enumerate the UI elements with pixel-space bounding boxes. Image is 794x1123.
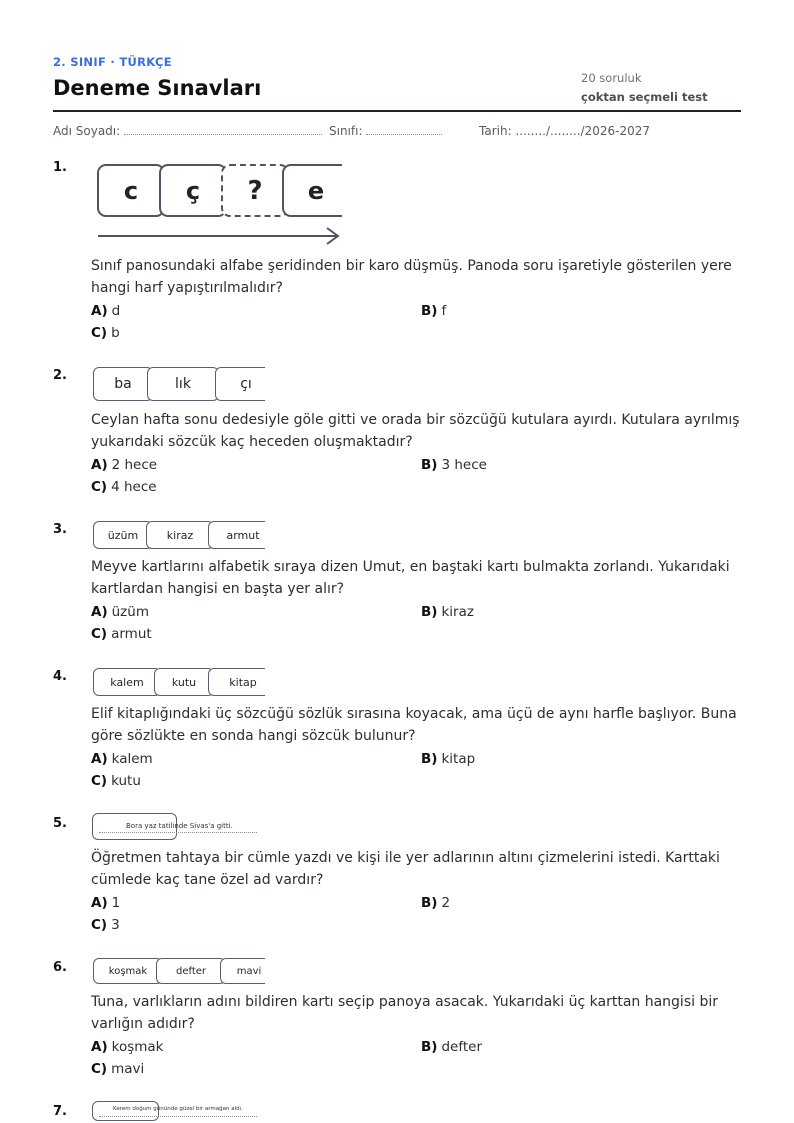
option-letter: C) (91, 626, 108, 642)
question-number: 7. (53, 1104, 67, 1119)
option-text: 3 (111, 917, 120, 933)
option-text: f (441, 303, 447, 319)
question-number: 6. (53, 960, 67, 975)
option-a[interactable] (91, 604, 149, 620)
question-text: Ceylan hafta sonu dedesiyle göle gitti ve orada bir sözcüğü kutulara ayırdı. Kutulara ayrılmış yukarıdaki sözcük kaç heceden oluşmaktadır? (91, 412, 740, 450)
word-card: kalem (93, 668, 161, 696)
option-letter: C) (91, 325, 108, 341)
subject-label: 2. SINIF · TÜRKÇE (53, 55, 172, 69)
question-number: 5. (53, 816, 67, 831)
option-text: b (111, 325, 120, 341)
strip-crop (342, 160, 354, 222)
sentence-underline (99, 832, 257, 833)
option-text: 1 (111, 895, 121, 911)
option-c[interactable] (91, 917, 120, 933)
missing-letter-tile: ? (221, 164, 289, 217)
option-text: kiraz (441, 604, 474, 620)
word-card: koşmak (93, 958, 163, 984)
option-a[interactable] (91, 895, 120, 911)
header-divider (53, 110, 741, 112)
word-card: kiraz (146, 521, 214, 549)
word-card: kutu (154, 668, 214, 696)
word-card: defter (156, 958, 226, 984)
option-a[interactable] (91, 303, 120, 319)
option-letter: A) (91, 751, 108, 767)
option-b[interactable] (421, 303, 446, 319)
letter-tile: c (97, 164, 165, 217)
option-text: kalem (111, 751, 153, 767)
option-text: defter (441, 1039, 483, 1055)
name-field[interactable] (53, 124, 322, 138)
option-letter: B) (421, 604, 438, 620)
option-letter: B) (421, 457, 438, 473)
option-text: 3 hece (441, 457, 487, 473)
class-field[interactable] (329, 124, 442, 138)
strip-crop (265, 518, 279, 552)
question-text: Tuna, varlıkların adını bildiren kartı seçip panoya asacak. Yukarıdaki üç karttan hangisi bir varlığın adıdır? (91, 994, 718, 1032)
question-number: 3. (53, 522, 67, 537)
question-text: Sınıf panosundaki alfabe şeridinden bir karo düşmüş. Panoda soru işaretiyle gösterilen yere hangi harf yapıştırılmalıdır? (91, 258, 732, 296)
letter-tile: ç (159, 164, 227, 217)
question-number: 4. (53, 669, 67, 684)
option-text: mavi (111, 1061, 145, 1077)
option-b[interactable] (421, 604, 474, 620)
option-b[interactable] (421, 1039, 482, 1055)
option-letter: B) (421, 303, 438, 319)
sentence-underline (99, 1116, 257, 1117)
option-b[interactable] (421, 751, 475, 767)
question-count: 20 soruluk (581, 71, 642, 85)
date-field[interactable] (479, 124, 650, 138)
option-letter: B) (421, 751, 438, 767)
question-text: Meyve kartlarını alfabetik sıraya dizen Umut, en baştaki kartı bulmakta zorlandı. Yukarıdaki kartlardan hangisi en başta yer alır? (91, 559, 730, 597)
option-text: üzüm (111, 604, 149, 620)
date-label: Tarih: (479, 124, 512, 138)
option-letter: A) (91, 1039, 108, 1055)
word-card: üzüm (93, 521, 153, 549)
question-number: 1. (53, 160, 67, 175)
strip-crop (265, 955, 279, 987)
option-a[interactable] (91, 457, 157, 473)
option-a[interactable] (91, 751, 153, 767)
option-letter: A) (91, 895, 108, 911)
card-sentence: Bora yaz tatilinde Sivas'a gitti. (126, 822, 233, 830)
option-text: 4 hece (111, 479, 157, 495)
option-letter: B) (421, 895, 438, 911)
date-value: ......../......../2026-2027 (515, 124, 650, 138)
option-text: kitap (441, 751, 476, 767)
word-card: armut (208, 521, 278, 549)
letter-tile: e (282, 164, 350, 217)
syllable-card: lık (147, 367, 219, 401)
option-letter: A) (91, 303, 108, 319)
option-b[interactable] (421, 895, 450, 911)
arrow-right-icon (97, 226, 347, 246)
name-label: Adı Soyadı: (53, 124, 121, 138)
class-blank[interactable] (366, 125, 442, 135)
strip-crop (265, 364, 279, 404)
name-blank[interactable] (124, 125, 322, 135)
option-b[interactable] (421, 457, 487, 473)
question-number: 2. (53, 368, 67, 383)
option-c[interactable] (91, 479, 157, 495)
question-text: Elif kitaplığındaki üç sözcüğü sözlük sırasına koyacak, ama üçü de aynı harfle başlıyor. Buna göre sözlükte en sonda hangi sözcük bulunur? (91, 706, 737, 744)
card-sentence: Kerem doğum gününde güzel bir armağan aldı. (113, 1106, 243, 1112)
option-letter: C) (91, 917, 108, 933)
option-text: kutu (111, 773, 141, 789)
option-text: 2 (441, 895, 451, 911)
option-letter: C) (91, 479, 108, 495)
syllable-card: çı (215, 367, 277, 401)
word-card: kitap (208, 668, 278, 696)
option-c[interactable] (91, 325, 120, 341)
option-text: d (111, 303, 121, 319)
option-letter: C) (91, 1061, 108, 1077)
option-text: koşmak (111, 1039, 164, 1055)
option-text: 2 hece (111, 457, 158, 473)
option-text: armut (111, 626, 152, 642)
option-c[interactable] (91, 1061, 144, 1077)
option-letter: A) (91, 604, 108, 620)
word-card: mavi (220, 958, 278, 984)
option-a[interactable] (91, 1039, 164, 1055)
test-type: çoktan seçmeli test (581, 90, 708, 104)
option-letter: C) (91, 773, 108, 789)
option-c[interactable] (91, 773, 141, 789)
option-letter: A) (91, 457, 108, 473)
strip-crop (265, 665, 279, 699)
page-title: Deneme Sınavları (53, 76, 262, 100)
syllable-card: ba (93, 367, 153, 401)
option-c[interactable] (91, 626, 152, 642)
question-text: Öğretmen tahtaya bir cümle yazdı ve kişi ile yer adlarının altını çizmelerini istedi. Karttaki cümlede kaç tane özel ad vardır? (91, 850, 720, 888)
option-letter: B) (421, 1039, 438, 1055)
class-label: Sınıfı: (329, 124, 363, 138)
